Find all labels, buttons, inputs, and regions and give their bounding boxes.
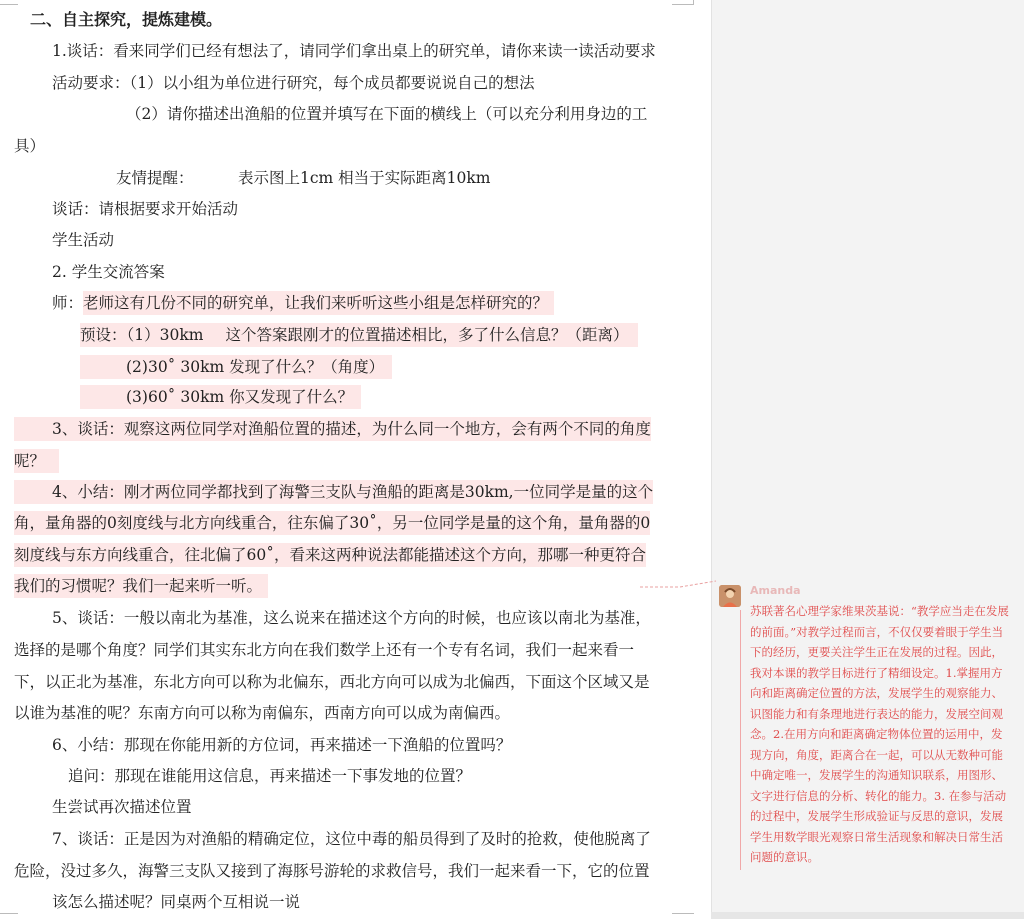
paragraph-line: （2）请你描述出渔船的位置并填写在下面的横线上（可以充分利用身边的工: [126, 105, 648, 123]
paragraph-line: 1.谈话：看来同学们已经有想法了，请同学们拿出桌上的研究单，请你来读一读活动要求: [52, 42, 656, 60]
teacher-line: [52, 293, 554, 313]
paragraph-line: [14, 451, 59, 471]
highlighted-text[interactable]: (3)60˚ 30km 你又发现了什么？: [80, 385, 361, 409]
page-corner-mark: [672, 4, 694, 5]
highlighted-text[interactable]: 3、谈话：观察这两位同学对渔船位置的描述，为什么同一个地方，会有两个不同的角度: [14, 417, 651, 441]
reminder-text: 表示图上1cm 相当于实际距离10km: [238, 169, 491, 187]
paragraph-line: [14, 576, 268, 596]
paragraph-line: 下，以正北为基准，东北方向可以称为北偏东，西北方向可以成为北偏西，下面这个区域又是: [14, 673, 650, 691]
page-corner-mark: [693, 0, 694, 5]
preset-line: [80, 357, 392, 377]
paragraph-line: 2. 学生交流答案: [52, 263, 165, 281]
paragraph-line: 以谁为基准的呢？东南方向可以称为南偏东，西南方向可以成为南偏西。: [14, 704, 511, 722]
highlighted-text[interactable]: 角，量角器的0刻度线与北方向线重合，往东偏了30˚，另一位同学是量的这个角，量角器的0: [14, 511, 650, 535]
avatar[interactable]: [719, 585, 741, 607]
comment-text[interactable]: 苏联著名心理学家维果茨基说：“教学应当走在发展的前面。”对教学过程而言，不仅仅要着眼于学生当下的经历，更要关注学生正在发展的过程。因此，我对本课的教学目标进行了精细设定。1.掌握用方向和距离确定位置的方法，发展学生的观察能力、识图能力和有条理地进行表达的能力，发展空间观念。2.在用方向和距离确定物体位置的运用中，发现方向，角度，距离合在一起，可以从无数种可能中确定唯一，发展学生的沟通知识联系，用图形、文字进行信息的分析、转化的能力。3. 在参与活动的过程中，发展学生形成验证与反思的意识，发展学生用数学眼光观察日常生活现象和解决日常生活问题的意识。: [750, 604, 1009, 864]
highlighted-text[interactable]: 我们的习惯呢？我们一起来听一听。: [14, 574, 268, 598]
highlighted-text[interactable]: (2)30˚ 30km 发现了什么？（角度）: [80, 355, 392, 379]
paragraph-line: 具）: [14, 137, 46, 155]
paragraph-line: 学生活动: [52, 231, 115, 249]
paragraph-line: 7、谈话：正是因为对渔船的精确定位，这位中毒的船员得到了及时的抢救，使他脱离了: [52, 830, 651, 848]
highlighted-text[interactable]: 刻度线与东方向线重合，往北偏了60˚，看来这两种说法都能描述这个方向，那哪一种更符合: [14, 543, 646, 567]
page-corner-mark: [0, 913, 18, 914]
paragraph-line: 该怎么描述呢？同桌两个互相说一说: [52, 893, 301, 911]
highlighted-text[interactable]: 4、小结：刚才两位同学都找到了海警三支队与渔船的距离是30km,一位同学是量的这个: [14, 480, 653, 504]
comment-balloon[interactable]: [716, 582, 1020, 882]
preset-label[interactable]: 预设：: [80, 323, 127, 347]
paragraph-line: 生尝试再次描述位置: [52, 798, 192, 816]
paragraph-line: [14, 482, 653, 502]
teacher-prefix: 师：: [52, 294, 84, 312]
paragraph-line: 危险，没过多久，海警三支队又接到了海豚号游轮的求救信号，我们一起来看一下，它的位置: [14, 862, 650, 880]
highlighted-text[interactable]: 老师这有几份不同的研究单，让我们来听听这些小组是怎样研究的？: [83, 291, 554, 315]
section-title: 二、自主探究，提炼建模。: [30, 10, 223, 29]
paragraph-line: [14, 513, 650, 533]
pane-bottom-strip: [711, 912, 1024, 919]
highlighted-text[interactable]: 呢？: [14, 449, 59, 473]
page-corner-mark: [672, 913, 694, 914]
paragraph-line: 选择的是哪个角度？同学们其实东北方向在我们数学上还有一个专有名词，我们一起来看一: [14, 641, 635, 659]
paragraph-line: 6、小结：那现在你能用新的方位词，再来描述一下渔船的位置吗？: [52, 736, 512, 754]
preset-line: [80, 325, 638, 345]
paragraph-line: [14, 419, 651, 439]
paragraph-line: 活动要求：（1）以小组为单位进行研究，每个成员都要说说自己的想法: [52, 74, 535, 92]
comment-author: Amanda: [750, 584, 801, 597]
highlighted-text[interactable]: 这个答案跟刚才的位置描述相比，多了什么信息？（距离）: [203, 323, 638, 347]
paragraph-line: 追问：那现在谁能用这信息，再来描述一下事发地的位置？: [68, 767, 472, 785]
page-corner-mark: [0, 4, 18, 5]
paragraph-line: [14, 545, 646, 565]
preset-line: [80, 387, 361, 407]
paragraph-line: 谈话：请根据要求开始活动: [52, 200, 239, 218]
reminder-label: 友情提醒：: [116, 169, 194, 187]
highlighted-text[interactable]: （1）30km: [127, 323, 204, 347]
paragraph-line: 5、谈话：一般以南北为基准，这么说来在描述这个方向的时候，也应该以南北为基准，: [52, 609, 651, 627]
